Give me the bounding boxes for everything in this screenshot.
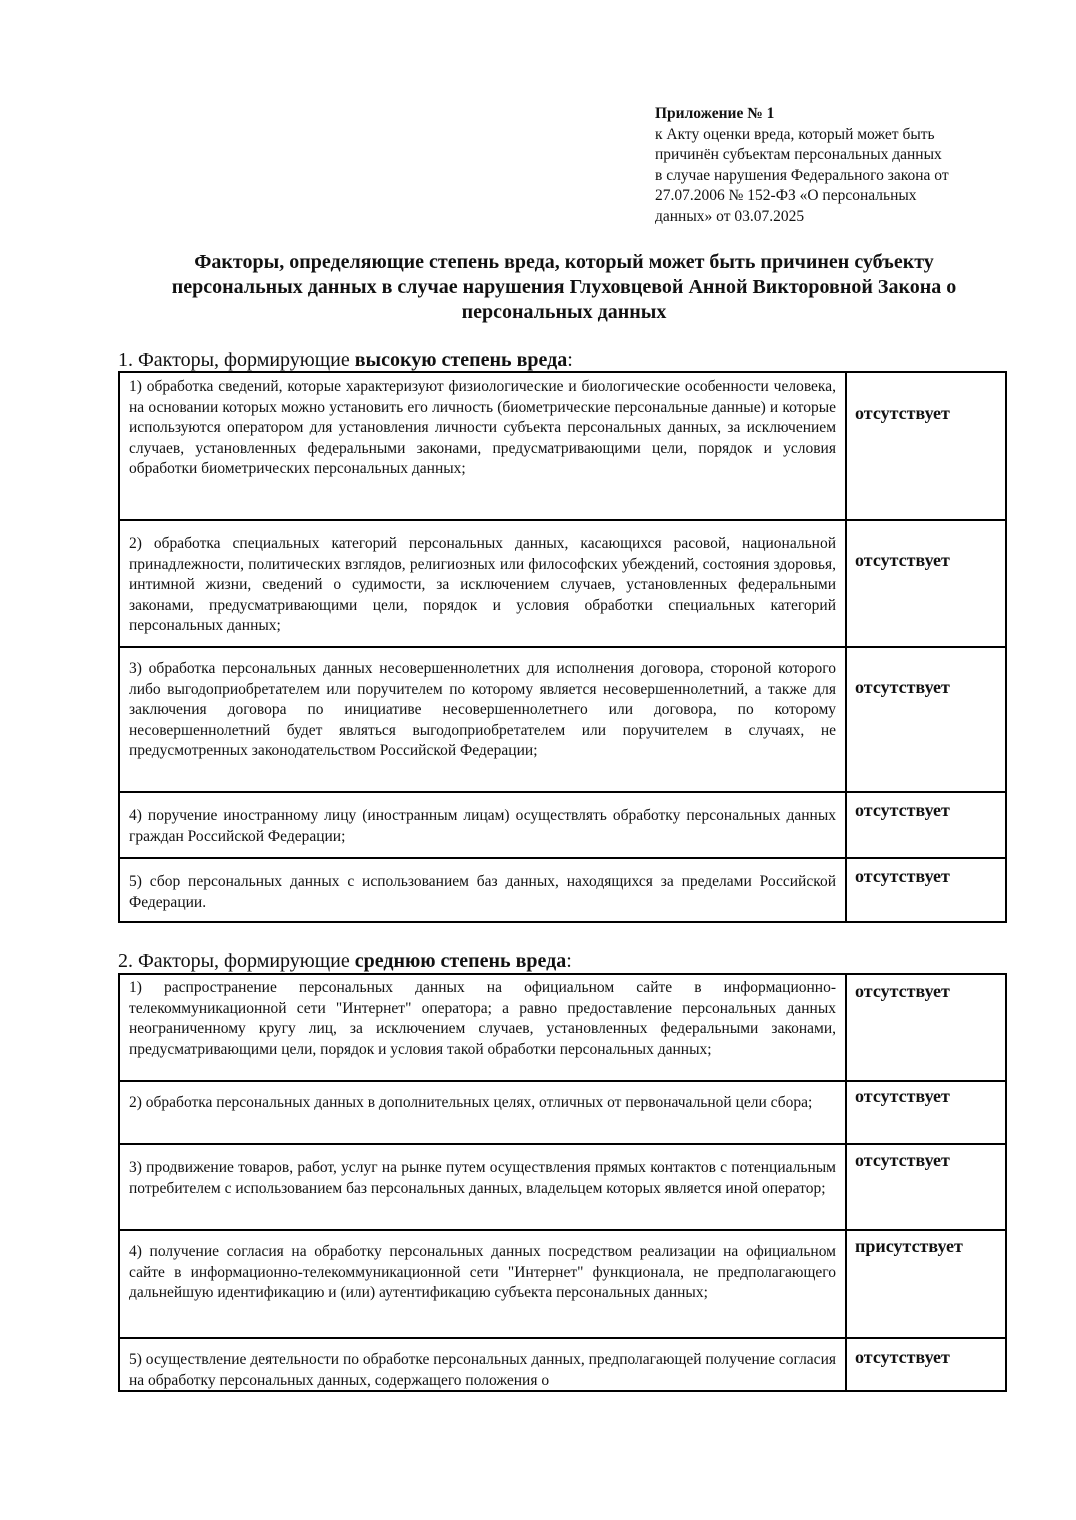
factor-text: 5) осуществление деятельности по обработке персональных данных, предполагающей получение согласия на обработку персональных данных, содержащего положения о bbox=[129, 1351, 836, 1389]
appendix-line: к Акту оценки вреда, который может быть bbox=[655, 125, 935, 143]
appendix-line: в случае нарушения Федерального закона от bbox=[655, 166, 949, 184]
section-heading-prefix: 1. Факторы, формирующие bbox=[118, 349, 355, 371]
table-row bbox=[119, 1338, 1006, 1391]
factor-text: 1) обработка сведений, которые характеризуют физиологические и биологические особенности человека, на основании которых можно установить его личность (биометрические персональные данные) и которые используются оператором для установления личности субъекта персональных данных, за исключением случаев, установленных федеральными законами, предусматривающими цели, порядок и условия обработки биометрических персональных данных; bbox=[129, 378, 836, 477]
factor-text: 4) поручение иностранному лицу (иностранным лицам) осуществлять обработку персональных данных граждан Российской Федерации; bbox=[129, 807, 836, 845]
factor-status-cell bbox=[846, 974, 1006, 1081]
section-heading-emphasis: среднюю степень вреда bbox=[354, 950, 567, 972]
appendix-line: данных» от 03.07.2025 bbox=[655, 207, 805, 225]
factor-text-cell bbox=[119, 520, 846, 647]
factor-text-cell bbox=[119, 1144, 846, 1230]
factor-status-cell bbox=[846, 1144, 1006, 1230]
factor-text-cell bbox=[119, 647, 846, 792]
appendix-line: 27.07.2006 № 152-ФЗ «О персональных bbox=[655, 187, 917, 204]
factor-status-cell bbox=[846, 858, 1006, 922]
appendix-note bbox=[655, 104, 1015, 227]
factor-status-cell bbox=[846, 1081, 1006, 1144]
appendix-line: причинён субъектам персональных данных bbox=[655, 146, 942, 163]
factor-status: отсутствует bbox=[855, 981, 950, 1001]
section-heading-suffix: : bbox=[566, 950, 572, 972]
factor-text: 2) обработка специальных категорий персональных данных, касающихся расовой, национальной принадлежности, политических взглядов, религиозных или философских убеждений, состояния здоровья, интимной жизни, сведений о судимости, за исключением случаев, установленных федеральными законами, предусматривающими цели, порядок и условия обработки специальных категорий персональных данных; bbox=[129, 535, 836, 634]
medium-harm-factors-table bbox=[118, 973, 1007, 1392]
section-1-heading bbox=[118, 349, 573, 371]
factor-status-cell bbox=[846, 647, 1006, 792]
factor-status: отсутствует bbox=[855, 866, 950, 886]
factor-text-cell bbox=[119, 1338, 846, 1391]
factor-text-cell bbox=[119, 974, 846, 1081]
factor-text: 3) продвижение товаров, работ, услуг на рынке путем осуществления прямых контактов с потенциальным потребителем с использованием баз персональных данных, владельцем которых является иной оператор; bbox=[129, 1159, 836, 1197]
document-title-line: персональных данных в случае нарушения Глуховцевой Анной Викторовной Закона о bbox=[171, 276, 957, 298]
table-row bbox=[119, 647, 1006, 792]
table-row bbox=[119, 1081, 1006, 1144]
table-row bbox=[119, 520, 1006, 647]
factor-status: отсутствует bbox=[855, 1150, 950, 1170]
table-row bbox=[119, 974, 1006, 1081]
table-row bbox=[119, 372, 1006, 520]
factor-text-cell bbox=[119, 858, 846, 922]
factor-status-cell bbox=[846, 520, 1006, 647]
section-heading-prefix: 2. Факторы, формирующие bbox=[118, 950, 355, 972]
factor-status-cell bbox=[846, 372, 1006, 520]
document-title bbox=[110, 250, 1018, 325]
factor-status: отсутствует bbox=[855, 403, 950, 423]
document-title-line: Факторы, определяющие степень вреда, который может быть причинен субъекту bbox=[194, 251, 934, 273]
appendix-title: Приложение № 1 bbox=[655, 105, 775, 122]
factor-status: отсутствует bbox=[855, 1347, 950, 1367]
factor-status: отсутствует bbox=[855, 677, 950, 697]
factor-status-cell bbox=[846, 792, 1006, 858]
factor-text: 1) распространение персональных данных на официальном сайте в информационно-телекоммуникационной сети "Интернет" оператора; а равно предоставление персональных данных неограниченному кругу лиц, за исключением случаев, установленных федеральными законами, предусматривающими цели, порядок и условия такой обработки персональных данных; bbox=[129, 979, 836, 1058]
table-row bbox=[119, 792, 1006, 858]
factor-text-cell bbox=[119, 1081, 846, 1144]
factor-text: 2) обработка персональных данных в дополнительных целях, отличных от первоначальной цели сбора; bbox=[129, 1094, 813, 1111]
factor-status-cell bbox=[846, 1338, 1006, 1391]
high-harm-factors-table bbox=[118, 371, 1007, 923]
factor-status: отсутствует bbox=[855, 800, 950, 820]
factor-status: отсутствует bbox=[855, 550, 950, 570]
factor-status: присутствует bbox=[855, 1236, 963, 1256]
table-row bbox=[119, 1144, 1006, 1230]
section-2-heading bbox=[118, 950, 572, 972]
section-heading-suffix: : bbox=[567, 349, 573, 371]
section-heading-emphasis: высокую степень вреда bbox=[354, 349, 568, 371]
factor-text: 3) обработка персональных данных несовершеннолетних для исполнения договора, стороной которого либо выгодоприобретателем или поручителем по которому является несовершеннолетний, а также для заключения договора по инициативе несовершеннолетнего или договора, по которому несовершеннолетний будет являться выгодоприобретателем или поручителем в случаях, не предусмотренных законодательством Российской Федерации; bbox=[129, 660, 836, 759]
table-row bbox=[119, 858, 1006, 922]
factor-text-cell bbox=[119, 1230, 846, 1338]
document-title-line: персональных данных bbox=[461, 301, 667, 323]
factor-text-cell bbox=[119, 792, 846, 858]
factor-status-cell bbox=[846, 1230, 1006, 1338]
factor-text: 5) сбор персональных данных с использованием баз данных, находящихся за пределами Российской Федерации. bbox=[129, 873, 836, 911]
factor-text: 4) получение согласия на обработку персональных данных посредством реализации на официальном сайте в информационно-телекоммуникационной сети "Интернет" функционала, не предполагающего дальнейшую идентификацию и (или) аутентификацию субъекта персональных данных; bbox=[129, 1243, 836, 1301]
factor-text-cell bbox=[119, 372, 846, 520]
table-row bbox=[119, 1230, 1006, 1338]
factor-status: отсутствует bbox=[855, 1086, 950, 1106]
